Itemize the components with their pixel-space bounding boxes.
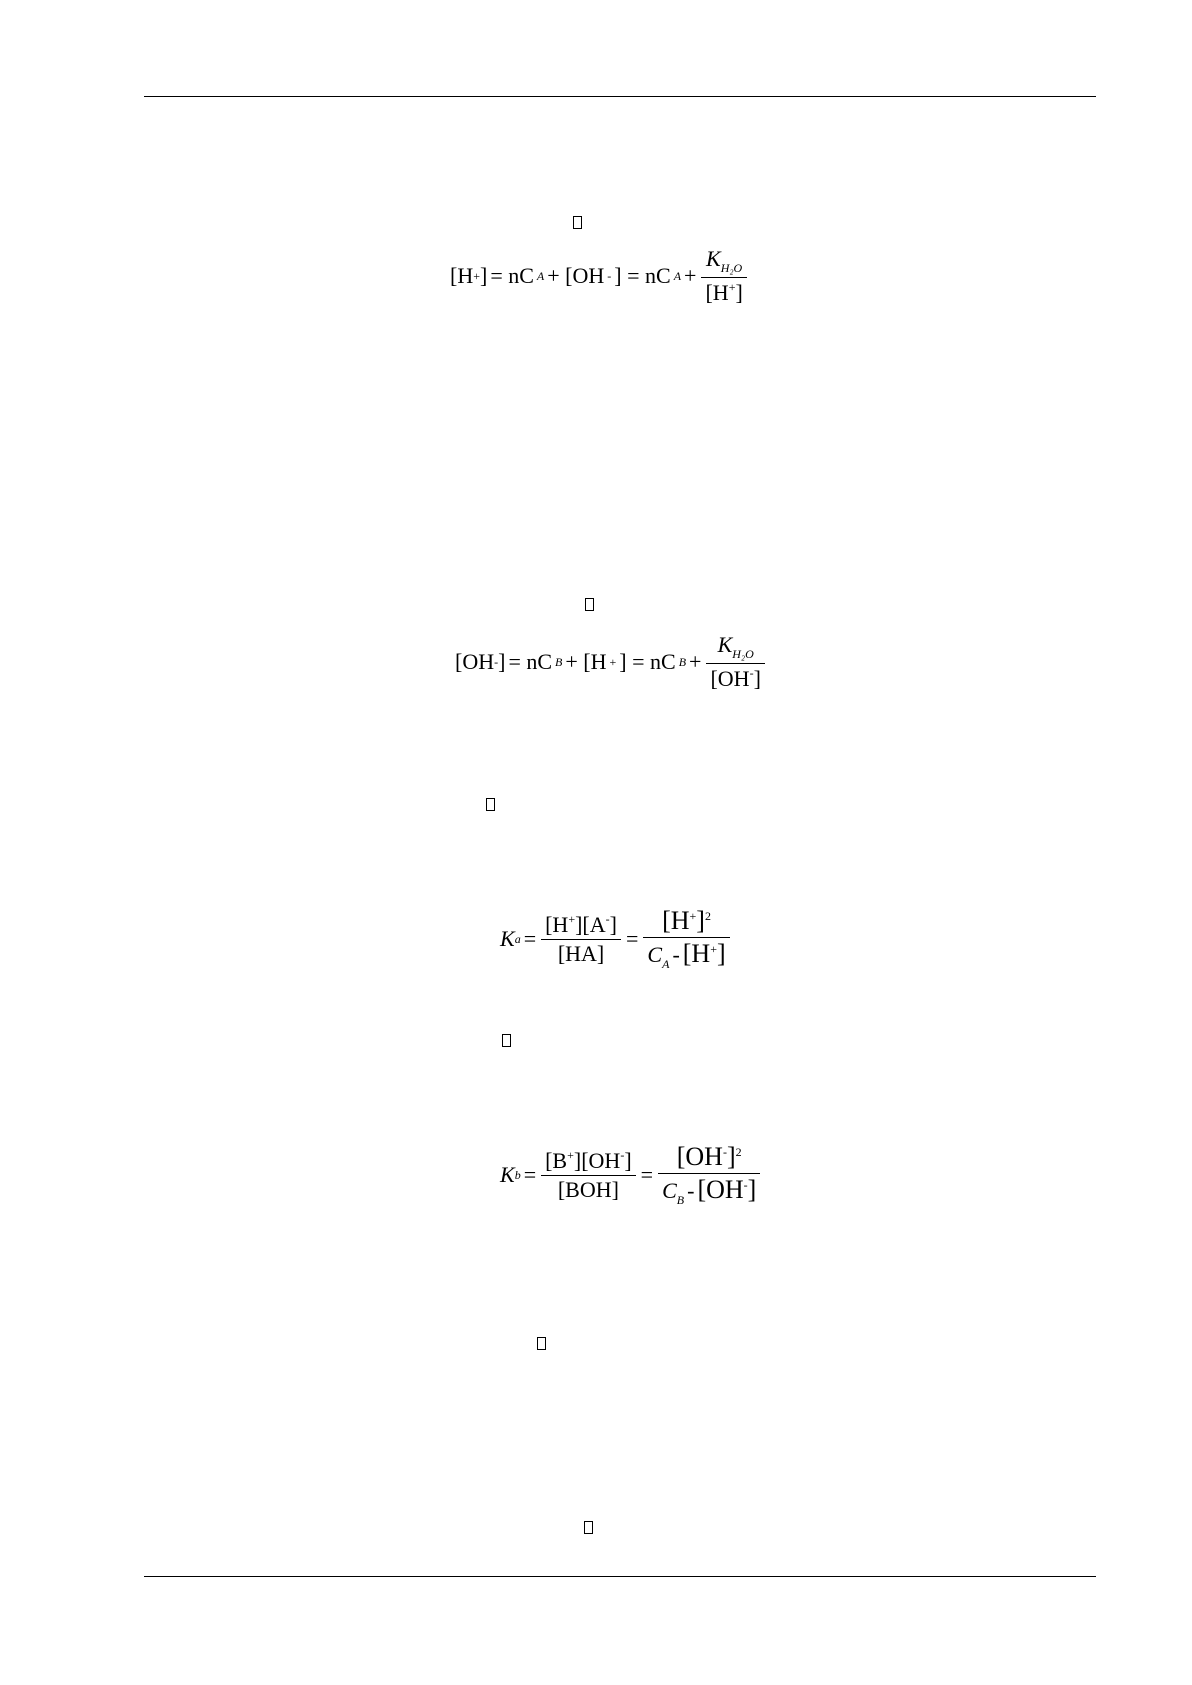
eq4-num1-mid: ][OH [573, 1148, 621, 1173]
eq4-den2-close: ] [747, 1175, 757, 1204]
eq1-part1: = nC [490, 263, 534, 288]
eq2-part2: + [H [565, 649, 607, 674]
eq4-fraction-2 [658, 1144, 760, 1206]
eq3-num1-sup: + [568, 912, 576, 926]
eq4-num2-sup: - [722, 1145, 727, 1159]
eq4-k: K [500, 1162, 515, 1187]
equation-strong-base [455, 634, 767, 690]
eq1-k-sub: H₂O [720, 261, 743, 275]
eq2-part3: ] = nC [619, 649, 676, 674]
eq3-den2-sup: + [710, 942, 717, 956]
eq1-part3: ] = nC [614, 263, 671, 288]
eq2-plus-op: + [689, 649, 702, 674]
eq3-num2-pow: 2 [704, 909, 711, 923]
eq4-num1: [B [545, 1148, 568, 1173]
eq3-equals-2: = [625, 926, 639, 951]
eq1-k: K [706, 246, 721, 271]
eq4-num1-sup2: - [620, 1148, 625, 1162]
eq3-den2-sub: A [662, 957, 670, 971]
missing-glyph-icon [502, 1034, 511, 1047]
eq2-den-sup: - [749, 666, 754, 680]
eq3-num1: [H [545, 912, 569, 937]
eq4-den2-sub: B [676, 1193, 685, 1207]
eq4-den2-b: [OH [697, 1175, 744, 1204]
eq2-plus: + [609, 655, 617, 669]
eq1-close: ] [480, 263, 488, 288]
eq1-sub2: A [673, 269, 682, 283]
eq3-den2-c: C [647, 942, 663, 967]
eq4-num2: [OH [676, 1142, 723, 1171]
eq2-part1: = nC [508, 649, 553, 674]
eq1-fraction [701, 248, 746, 304]
eq1-den-close: ] [735, 280, 743, 305]
eq4-den1: [BOH] [557, 1177, 619, 1202]
eq4-k-sub: b [514, 1168, 521, 1182]
eq2-lhs: [OH [455, 649, 495, 674]
eq2-sub: B [555, 655, 563, 669]
eq3-num1-end: ] [609, 912, 617, 937]
eq3-num1-mid: ][A [575, 912, 606, 937]
eq3-k: K [500, 926, 515, 951]
eq2-sub2: B [678, 655, 687, 669]
eq3-num2: [H [662, 906, 690, 935]
eq4-fraction-1 [541, 1149, 636, 1201]
eq3-k-sub: a [514, 932, 521, 946]
eq2-k-sub: H₂O [732, 647, 754, 661]
eq1-plus: + [473, 269, 480, 283]
eq3-fraction-1 [541, 913, 621, 965]
eq3-num2-sup: + [689, 909, 697, 923]
eq4-den2-sup: - [743, 1178, 748, 1192]
eq1-den-sup: + [728, 280, 736, 294]
missing-glyph-icon [486, 798, 495, 811]
missing-glyph-icon [585, 598, 594, 611]
footer-rule [144, 1576, 1096, 1577]
eq2-minus: - [494, 655, 499, 669]
missing-glyph-icon [573, 216, 582, 229]
eq2-den-close: ] [753, 666, 761, 691]
eq3-num2-close: ] [696, 906, 705, 935]
eq4-num2-close: ] [726, 1142, 736, 1171]
eq4-den2-op: - [687, 1178, 695, 1203]
eq3-den1: [HA] [557, 941, 605, 966]
eq1-sub: A [536, 269, 545, 283]
eq4-num1-sup: + [567, 1148, 574, 1162]
equation-ka [500, 908, 732, 970]
missing-glyph-icon [584, 1521, 593, 1534]
eq2-close: ] [498, 649, 506, 674]
eq4-num2-pow: 2 [735, 1145, 742, 1159]
eq3-fraction-2 [643, 908, 729, 970]
eq3-num1-sup2: - [605, 912, 610, 926]
eq4-equals-2: = [640, 1162, 654, 1187]
eq1-minus: - [607, 269, 612, 283]
eq4-num1-end: ] [624, 1148, 632, 1173]
eq3-den2-b: [H [682, 939, 711, 968]
eq1-part2: + [OH [547, 263, 605, 288]
eq3-equals: = [523, 926, 537, 951]
eq4-equals: = [523, 1162, 537, 1187]
eq4-den2-c: C [662, 1178, 677, 1203]
eq1-lhs: [H [450, 263, 474, 288]
equation-kb [500, 1144, 762, 1206]
header-rule [144, 96, 1096, 97]
missing-glyph-icon [537, 1337, 546, 1350]
eq3-den2-op: - [672, 942, 680, 967]
eq1-den: [H [705, 280, 729, 305]
eq1-plus-op: + [684, 263, 697, 288]
eq3-den2-close: ] [716, 939, 726, 968]
eq2-fraction [706, 634, 764, 690]
eq2-den: [OH [710, 666, 750, 691]
equation-strong-acid [450, 248, 749, 304]
eq2-k: K [717, 632, 733, 657]
